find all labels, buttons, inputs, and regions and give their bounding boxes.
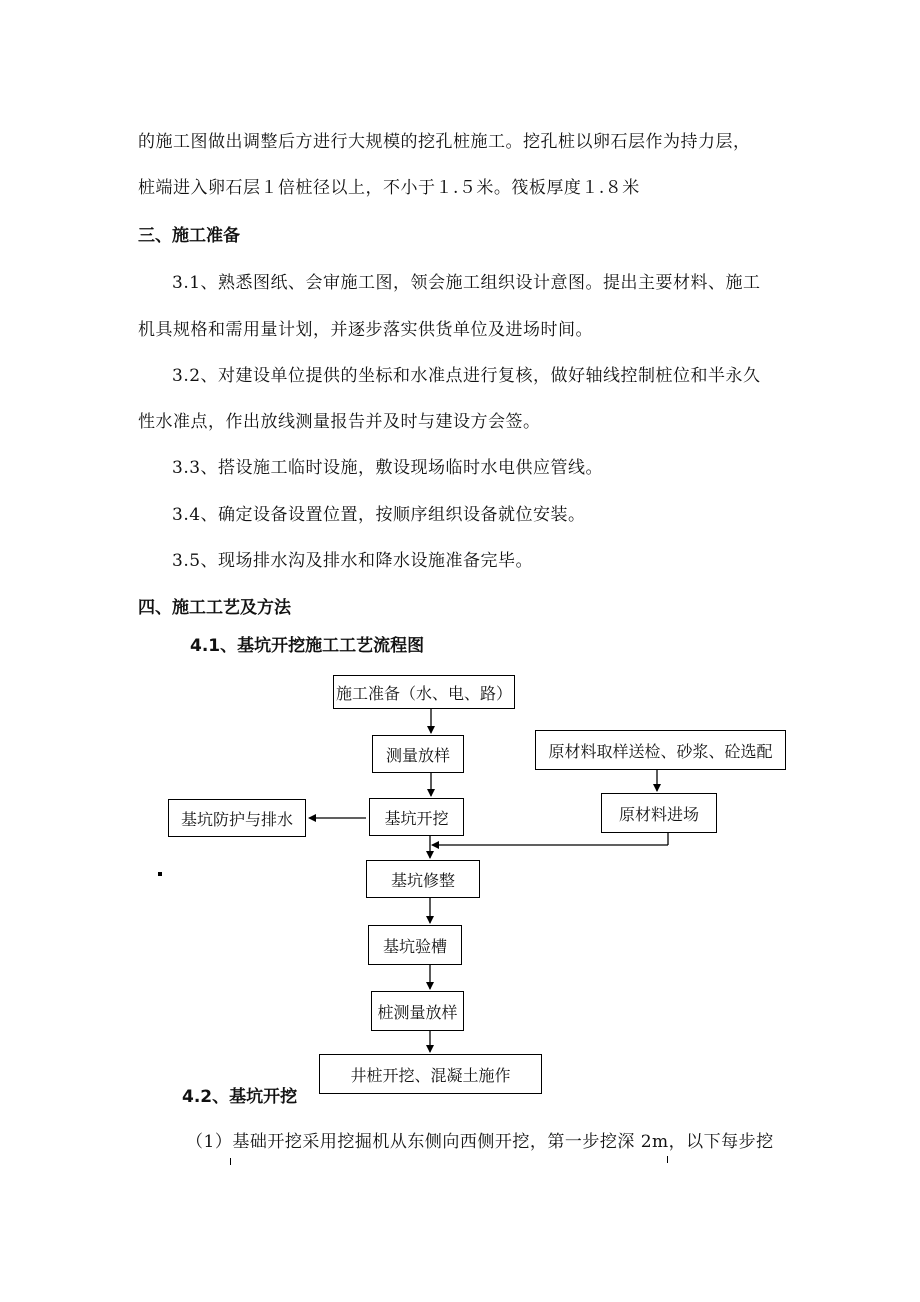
paragraph-4-2-1: （1）基础开挖采用挖掘机从东侧向西侧开挖，第一步挖深 2m，以下每步挖 bbox=[186, 1132, 774, 1152]
section-heading-4: 四、施工工艺及方法 bbox=[138, 598, 291, 618]
paragraph-3-1: 3.1、熟悉图纸、会审施工图，领会施工组织设计意图。提出主要材料、施工 bbox=[172, 273, 761, 293]
paragraph-3-3: 3.3、搭设施工临时设施，敷设现场临时水电供应管线。 bbox=[172, 458, 604, 478]
flow-box-trim: 基坑修整 bbox=[366, 860, 480, 898]
subsection-heading-4-1: 4.1、基坑开挖施工工艺流程图 bbox=[190, 636, 425, 656]
paragraph-line: 性水准点，作出放线测量报告并及时与建设方会签。 bbox=[138, 412, 541, 432]
flow-box-inspect: 基坑验槽 bbox=[368, 925, 462, 965]
flow-box-pile-dig: 井桩开挖、混凝土施作 bbox=[319, 1054, 542, 1094]
paragraph-3-5: 3.5、现场排水沟及排水和降水设施准备完毕。 bbox=[172, 551, 534, 571]
paragraph-line: 的施工图做出调整后方进行大规模的挖孔桩施工。挖孔桩以卵石层作为持力层， bbox=[138, 132, 751, 152]
flow-box-pile-survey: 桩测量放样 bbox=[371, 991, 464, 1031]
subsection-heading-4-2: 4.2、基坑开挖 bbox=[182, 1087, 298, 1107]
flow-box-excavate: 基坑开挖 bbox=[369, 798, 464, 836]
flow-box-survey: 测量放样 bbox=[372, 735, 464, 773]
dot-mark bbox=[158, 872, 162, 876]
flow-box-protect: 基坑防护与排水 bbox=[168, 799, 306, 837]
paragraph-line: 机具规格和需用量计划，并逐步落实供货单位及进场时间。 bbox=[138, 320, 593, 340]
flow-box-prep: 施工准备（水、电、路） bbox=[333, 675, 515, 709]
tick-mark bbox=[667, 1156, 668, 1163]
flow-box-material: 原材料进场 bbox=[601, 793, 717, 833]
paragraph-3-2: 3.2、对建设单位提供的坐标和水准点进行复核，做好轴线控制桩位和半永久 bbox=[172, 366, 761, 386]
paragraph-line: 桩端进入卵石层１倍桩径以上，不小于１.５米。筏板厚度１.８米 bbox=[138, 178, 640, 198]
flow-box-sample: 原材料取样送检、砂浆、砼选配 bbox=[535, 730, 786, 770]
section-heading-3: 三、施工准备 bbox=[138, 226, 240, 246]
paragraph-3-4: 3.4、确定设备设置位置，按顺序组织设备就位安装。 bbox=[172, 505, 586, 525]
tick-mark bbox=[230, 1158, 231, 1165]
